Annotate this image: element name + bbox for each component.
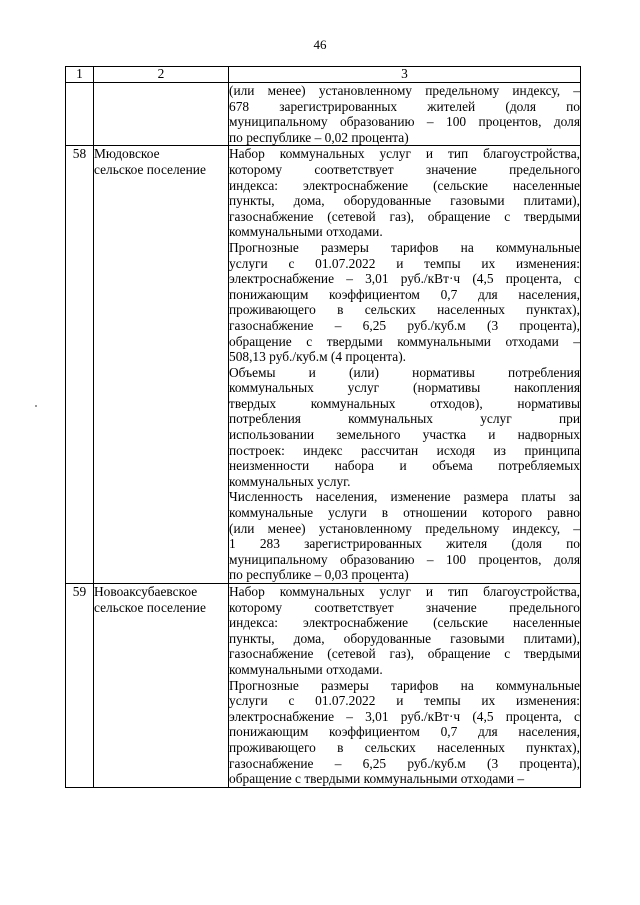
text-line: обращение с твердыми коммунальными отходами – <box>229 333 580 349</box>
text-line: газоснабжение (сетевой газ), обращение с твердыми <box>229 646 580 662</box>
header-cell-2: 2 <box>94 67 229 83</box>
table-row <box>66 146 581 584</box>
description-paragraph <box>229 240 580 365</box>
header-cell-1: 1 <box>66 67 94 83</box>
text-line: неизменности набора и объема потребляемых <box>229 458 580 474</box>
text-line: газоснабжение (сетевой газ), обращение с твердыми <box>229 208 580 224</box>
scan-speck <box>35 405 37 407</box>
text-line: проживающего в сельских населенных пунктах), <box>229 739 580 755</box>
text-line: которому соответствует значение предельного <box>229 599 580 615</box>
text-line: использовании земельного участка и надворных <box>229 427 580 443</box>
text-line: услуги с 01.07.2022 и темпы их изменения: <box>229 255 580 271</box>
header-cell-3: 3 <box>229 67 581 83</box>
text-line: Прогнозные размеры тарифов на коммунальные <box>229 239 580 255</box>
text-line: Объемы и (или) нормативы потребления <box>229 364 580 380</box>
text-line: 508,13 руб./куб.м (4 процента). <box>229 349 407 365</box>
text-line: газоснабжение – 6,25 руб./куб.м (3 процента), <box>229 755 580 771</box>
text-line: пункты, дома, оборудованные газовыми плитами), <box>229 630 580 646</box>
text-line: Набор коммунальных услуг и тип благоустройства, <box>229 146 580 162</box>
text-line: 1 283 зарегистрированных жителя (доля по <box>229 536 580 552</box>
text-line: Прогнозные размеры тарифов на коммунальные <box>229 677 580 693</box>
text-line: коммунальные услуги в отношении которого равно <box>229 505 580 521</box>
description-paragraph <box>229 584 580 678</box>
continuation-num-cell <box>66 83 94 146</box>
continuation-row <box>66 83 581 146</box>
text-line: (или менее) установленному предельному индексу, – <box>229 83 580 98</box>
text-line: коммунальными отходами. <box>229 224 383 240</box>
text-line: понижающим коэффициентом 0,7 для населения, <box>229 724 580 740</box>
row-number: 58 <box>66 146 94 584</box>
table-header-row <box>66 67 581 83</box>
table-row <box>66 584 581 788</box>
text-line: коммунальных услуг. <box>229 473 351 489</box>
text-line: по республике – 0,03 процента) <box>229 567 409 583</box>
text-line: коммунальными отходами. <box>229 661 383 677</box>
text-line: Набор коммунальных услуг и тип благоустройства, <box>229 584 580 599</box>
text-line: электроснабжение – 3,01 руб./кВт·ч (4,5 процента, с <box>229 708 580 724</box>
text-line: построек: индекс рассчитан исходя из принципа <box>229 442 580 458</box>
continuation-paragraph <box>229 83 580 145</box>
text-line: индекса: электроснабжение (сельские населенные <box>229 177 580 193</box>
settlement-name-line: Новоаксубаевское <box>94 584 198 599</box>
text-line: обращение с твердыми коммунальными отходами – <box>229 771 525 787</box>
text-line: проживающего в сельских населенных пунктах), <box>229 302 580 318</box>
settlement-name <box>94 146 229 584</box>
text-line: Численность населения, изменение размера платы за <box>229 489 580 505</box>
text-line: потребления коммунальных услуг при <box>229 411 580 427</box>
text-line: индекса: электроснабжение (сельские населенные <box>229 615 580 631</box>
document-table <box>65 66 581 788</box>
continuation-desc-cell <box>229 83 581 146</box>
text-line: газоснабжение – 6,25 руб./куб.м (3 процента), <box>229 317 580 333</box>
settlement-description <box>229 584 581 788</box>
text-line: 678 зарегистрированных жителей (доля по <box>229 98 580 114</box>
settlement-name-line: Мюдовское <box>94 146 160 162</box>
description-paragraph <box>229 365 580 490</box>
settlement-name <box>94 584 229 788</box>
description-paragraph <box>229 146 580 240</box>
page-number: 46 <box>313 37 327 52</box>
text-line: (или менее) установленному предельному индексу, – <box>229 520 580 536</box>
text-line: муниципальному образованию – 100 процентов, доля <box>229 114 580 130</box>
settlement-name-line: сельское поселение <box>94 161 206 177</box>
text-line: которому соответствует значение предельного <box>229 161 580 177</box>
text-line: услуги с 01.07.2022 и темпы их изменения: <box>229 693 580 709</box>
text-line: коммунальных услуг (нормативы накопления <box>229 380 580 396</box>
text-line: понижающим коэффициентом 0,7 для населения, <box>229 286 580 302</box>
row-number: 59 <box>66 584 94 788</box>
text-line: пункты, дома, оборудованные газовыми плитами), <box>229 193 580 209</box>
text-line: по республике – 0,02 процента) <box>229 129 409 145</box>
settlement-name-line: сельское поселение <box>94 599 206 615</box>
settlement-description <box>229 146 581 584</box>
description-paragraph <box>229 678 580 787</box>
continuation-name-cell <box>94 83 229 146</box>
text-line: твердых коммунальных отходов), нормативы <box>229 395 580 411</box>
text-line: электроснабжение – 3,01 руб./кВт·ч (4,5 процента, с <box>229 271 580 287</box>
text-line: муниципальному образованию – 100 процентов, доля <box>229 551 580 567</box>
description-paragraph <box>229 489 580 583</box>
